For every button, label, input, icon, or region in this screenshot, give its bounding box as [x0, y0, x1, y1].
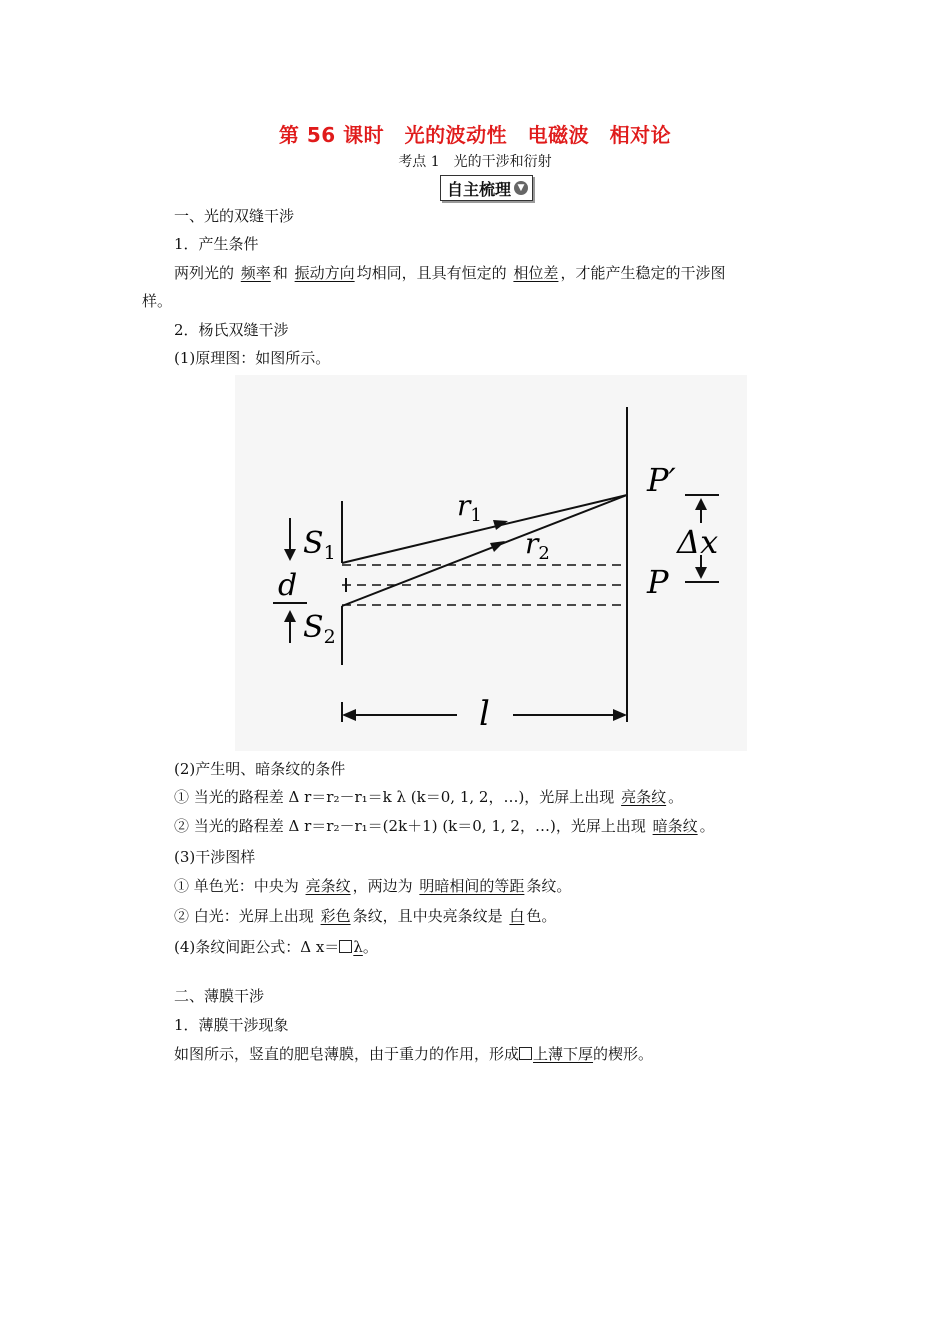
answer-box-icon [519, 1047, 532, 1060]
blank-phase-difference: 相位差 [513, 264, 559, 282]
blank-frequency: 频率 [240, 264, 271, 282]
item1-paragraph: 两列光的 频率 和 振动方向 均相同，且具有恒定的 相位差 ，才能产生稳定的干涉图 [174, 264, 726, 282]
section-subtitle: 考点 1 光的干涉和衍射 [398, 154, 552, 170]
blank-colored: 彩色 [320, 907, 351, 925]
conditions-caption: (2)产生明、暗条纹的条件 [174, 760, 346, 778]
monochromatic-line: ① 单色光：中央为 亮条纹 ，两边为 明暗相间的等距 条纹。 [174, 877, 572, 895]
label-p-prime: P′ [647, 461, 676, 499]
label-s2: $S_2$ [303, 610, 336, 648]
label-delta-x: Δx [677, 523, 719, 561]
white-light-line: ② 白光：光屏上出现 彩色 条纹，且中央亮条纹是 白 色。 [174, 907, 557, 925]
bright-condition: ① 当光的路程差 Δ r＝r₂－r₁＝k λ (k＝0, 1, 2，…)，光屏上出现 亮条纹 。 [174, 788, 684, 806]
page-title: 第 56 课时 光的波动性 电磁波 相对论 [278, 123, 672, 147]
item1-label: 1．产生条件 [174, 235, 259, 253]
blank-equal-spacing: 明暗相间的等距 [419, 877, 525, 895]
section2-item1: 1．薄膜干涉现象 [174, 1016, 289, 1034]
section2-heading: 二、薄膜干涉 [174, 987, 265, 1005]
label-s1: $S_1$ [303, 526, 336, 564]
label-l: l [479, 694, 490, 734]
pattern-caption: (3)干涉图样 [174, 848, 256, 866]
label-p: P [647, 563, 669, 601]
section2-paragraph: 如图所示，竖直的肥皂薄膜，由于重力的作用，形成 上薄下厚的楔形。 [174, 1045, 654, 1063]
blank-bright-fringe: 亮条纹 [621, 788, 667, 806]
spacing-formula: (4)条纹间距公式：Δ x＝ λ。 [174, 938, 378, 956]
chevron-down-icon: ▼ [514, 181, 528, 195]
principle-caption: (1)原理图：如图所示。 [174, 349, 331, 367]
label-d: d [278, 568, 298, 603]
label-r2: $r_2$ [525, 527, 550, 564]
section1-heading: 一、光的双缝干涉 [174, 207, 295, 225]
badge-label: 自主梳理 [447, 179, 512, 199]
answer-box-icon [339, 940, 352, 953]
blank-central-bright: 亮条纹 [305, 877, 351, 895]
label-r1: $r_1$ [457, 489, 482, 526]
blank-white: 白 [509, 907, 525, 925]
double-slit-diagram [235, 375, 747, 751]
dark-condition: ② 当光的路程差 Δ r＝r₂－r₁＝(2k＋1) (k＝0, 1, 2，…)，光屏上出现 暗条纹 。 [174, 817, 715, 835]
blank-dark-fringe: 暗条纹 [652, 817, 698, 835]
diagram-background [235, 375, 747, 751]
self-review-badge [440, 175, 533, 201]
blank-formula: λ [353, 938, 363, 956]
blank-vibration-direction: 振动方向 [294, 264, 355, 282]
item2-label: 2．杨氏双缝干涉 [174, 321, 289, 339]
blank-thin-top: 上薄下厚 [533, 1045, 594, 1063]
item1-paragraph-cont: 样。 [142, 292, 173, 310]
